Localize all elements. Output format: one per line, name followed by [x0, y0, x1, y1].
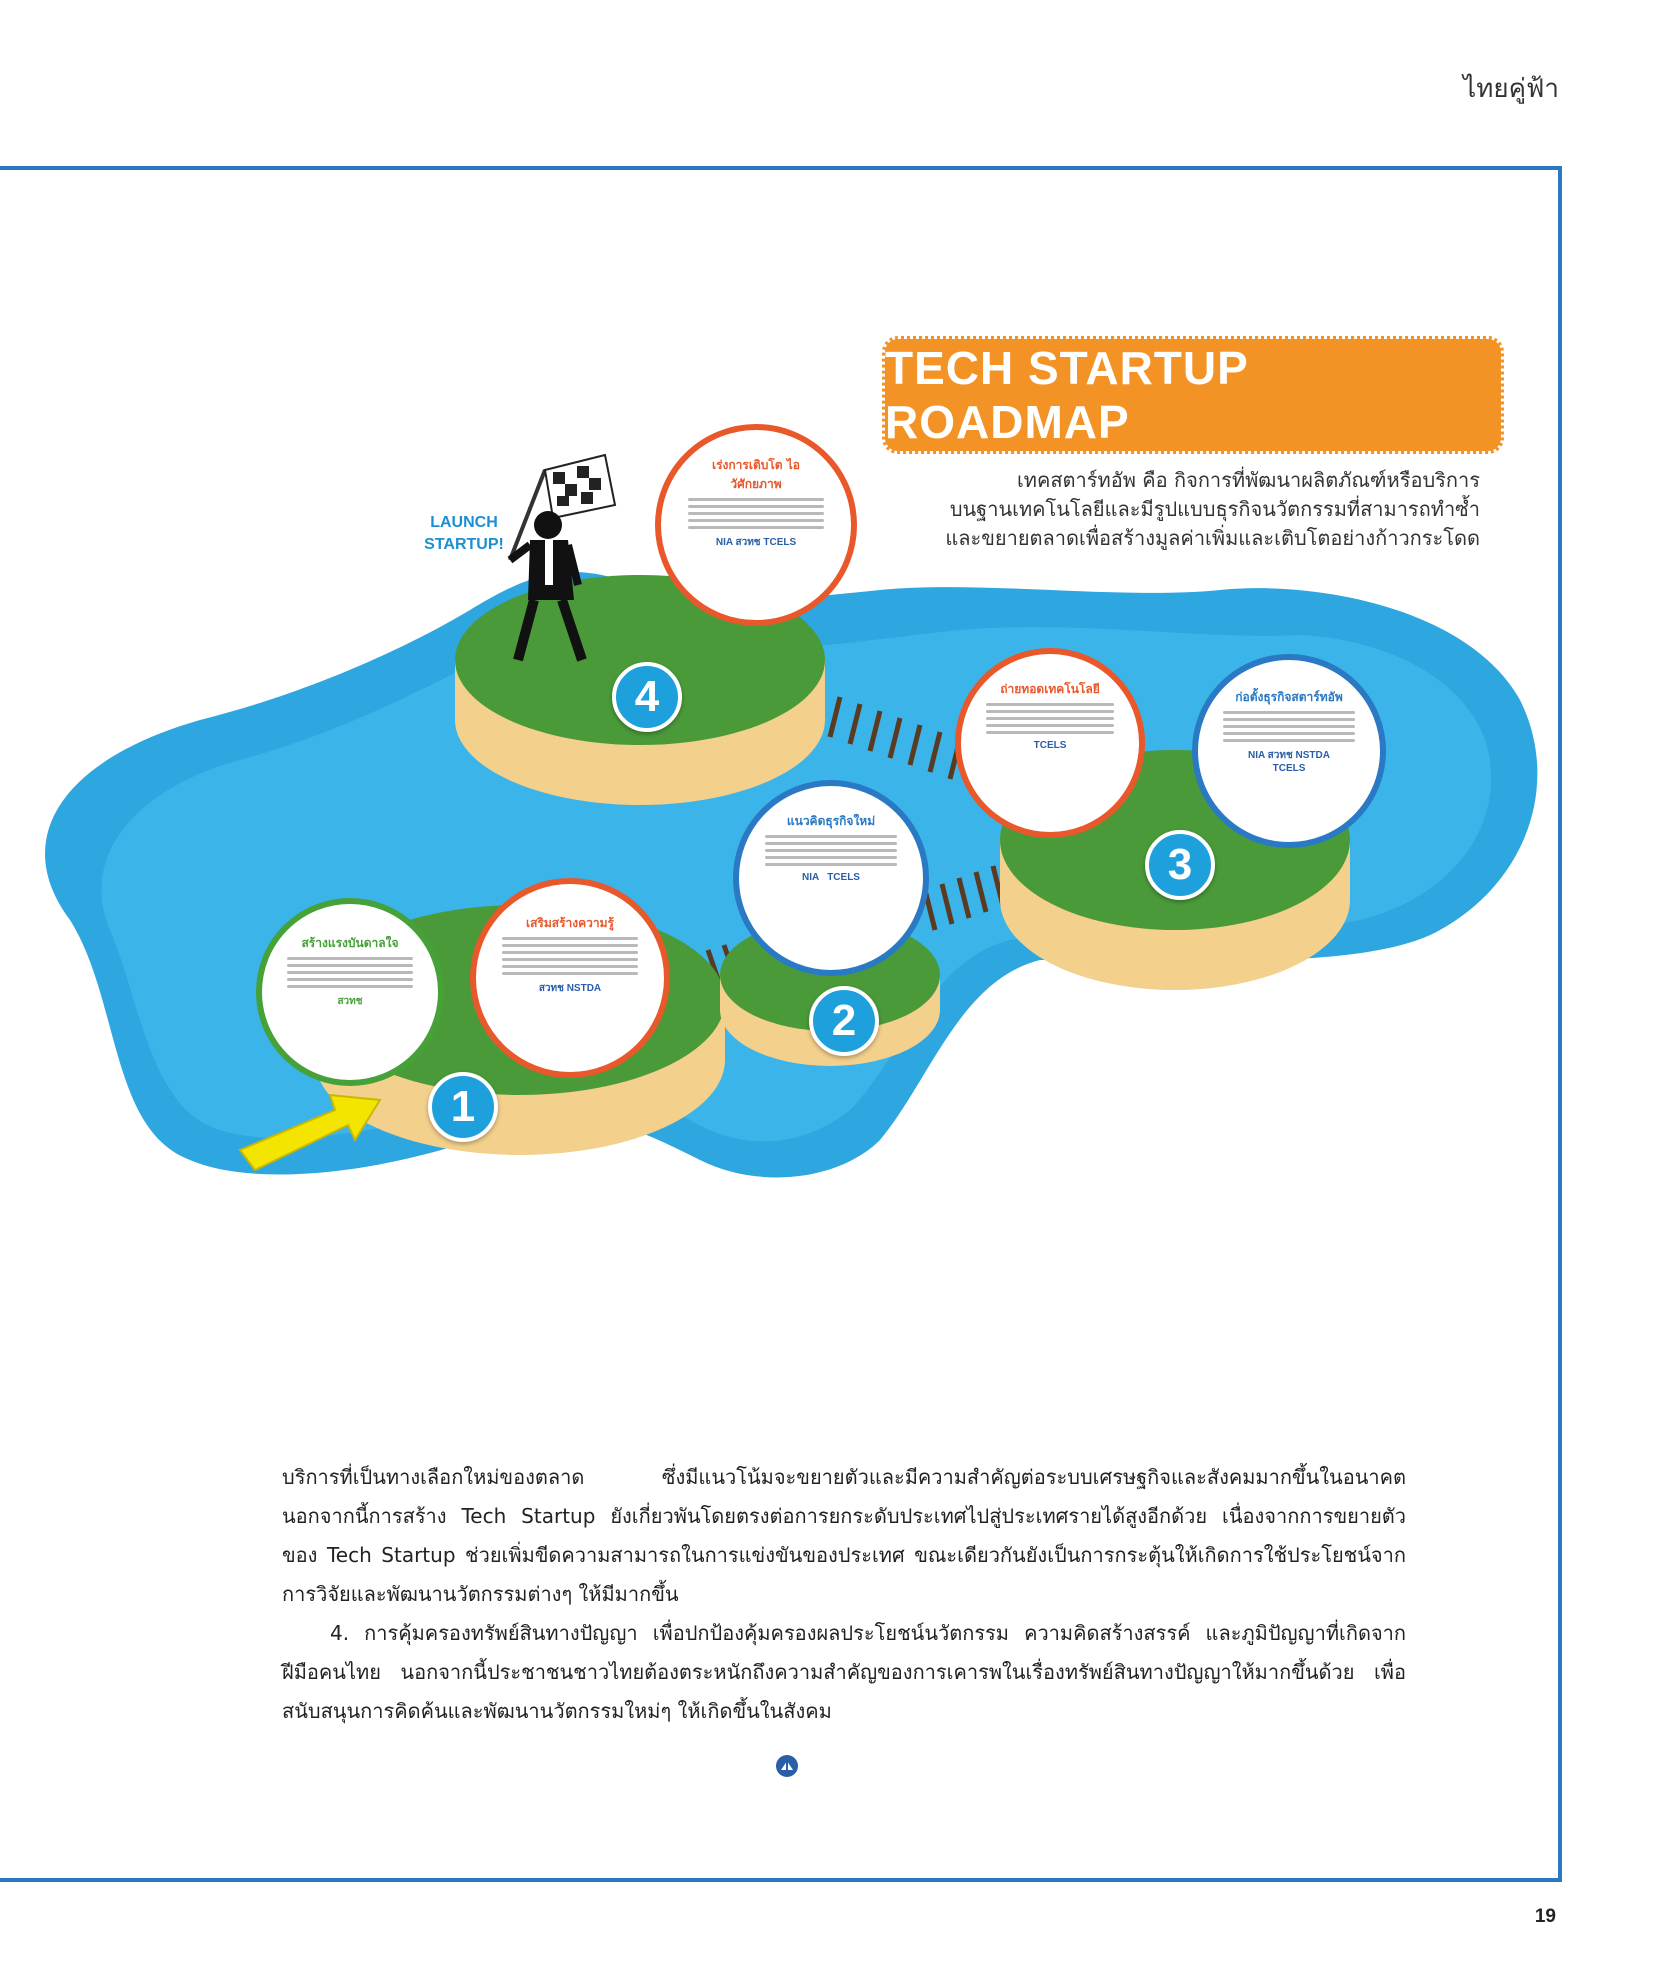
- header-title: ไทยคู่ฟ้า: [1463, 74, 1559, 104]
- body-paragraph: บริการที่เป็นทางเลือกใหม่ของตลาด ซึ่งมีแนวโน้มจะขยายตัวและมีความสำคัญต่อระบบเศรษฐกิจและสังคมมากขึ้นในอนาคต นอกจากนี้การสร้าง Tech Startup ยังเกี่ยวพันโดยตรงต่อการยกระดับประเทศไปสู่ประเทศรายได้สูงอีกด้วย เนื่องจากการขยายตัวของ Tech Startup ช่วยเพิ่มขีดความสามารถในการแข่งขันของประเทศ ขณะเดียวกันยังเป็นการกระตุ้นให้เกิดการใช้ประโยชน์จากการวิจัยและพัฒนานวัตกรรมต่างๆ ให้มีมากขึ้น: [282, 1465, 1406, 1606]
- body-text: [282, 1458, 1406, 1731]
- step-number-1: 1: [428, 1072, 498, 1142]
- emblem-icon: [775, 1754, 799, 1778]
- bubble-knowledge: เสริมสร้างความรู้ สวทช NSTDA: [470, 878, 670, 1078]
- bubble-inspiration: สร้างแรงบันดาลใจ สวทช: [256, 898, 444, 1086]
- bubble-new-business-idea: แนวคิดธุรกิจใหม่ NIA TCELS: [733, 780, 929, 976]
- roadmap-description: [900, 466, 1480, 553]
- bubble-technology-transfer: ถ่ายทอดเทคโนโลยี TCELS: [955, 648, 1145, 838]
- step-number-4: 4: [612, 662, 682, 732]
- description-line: บนฐานเทคโนโลยีและมีรูปแบบธุรกิจนวัตกรรมที่สามารถทำซ้ำ: [949, 497, 1480, 521]
- bubble-found-startup: ก่อตั้งธุรกิจสตาร์ทอัพ NIA สวทช NSTDA TCELS: [1192, 654, 1386, 848]
- body-paragraph: 4. การคุ้มครองทรัพย์สินทางปัญญา เพื่อปกป้องคุ้มครองผลประโยชน์นวัตกรรม ความคิดสร้างสรรค์ และภูมิปัญญาที่เกิดจากฝีมือคนไทย นอกจากนี้ประชาชนชาวไทยต้องตระหนักถึงความสำคัญของการเคารพในเรื่องทรัพย์สินทางปัญญาให้มากขึ้นด้วย เพื่อสนับสนุนการคิดค้นและพัฒนานวัตกรรมใหม่ๆ ให้เกิดขึ้นในสังคม: [282, 1621, 1406, 1723]
- step-number-3: 3: [1145, 830, 1215, 900]
- description-line: และขยายตลาดเพื่อสร้างมูลค่าเพิ่มและเติบโตอย่างก้าวกระโดด: [945, 526, 1480, 550]
- frame-border-bottom: [0, 1878, 1562, 1882]
- frame-border-top: [0, 166, 1562, 170]
- step-number-2: 2: [809, 986, 879, 1056]
- launch-startup-label: LAUNCH STARTUP!: [424, 514, 504, 553]
- bubble-accelerate-growth: เร่งการเติบโต ไอวัศักยภาพ NIA สวทช TCELS: [655, 424, 857, 626]
- roadmap-title: TECH STARTUP ROADMAP: [882, 336, 1504, 454]
- page-number: 19: [1534, 1906, 1556, 1927]
- description-line: เทคสตาร์ทอัพ คือ กิจการที่พัฒนาผลิตภัณฑ์หรือบริการ: [1016, 468, 1480, 492]
